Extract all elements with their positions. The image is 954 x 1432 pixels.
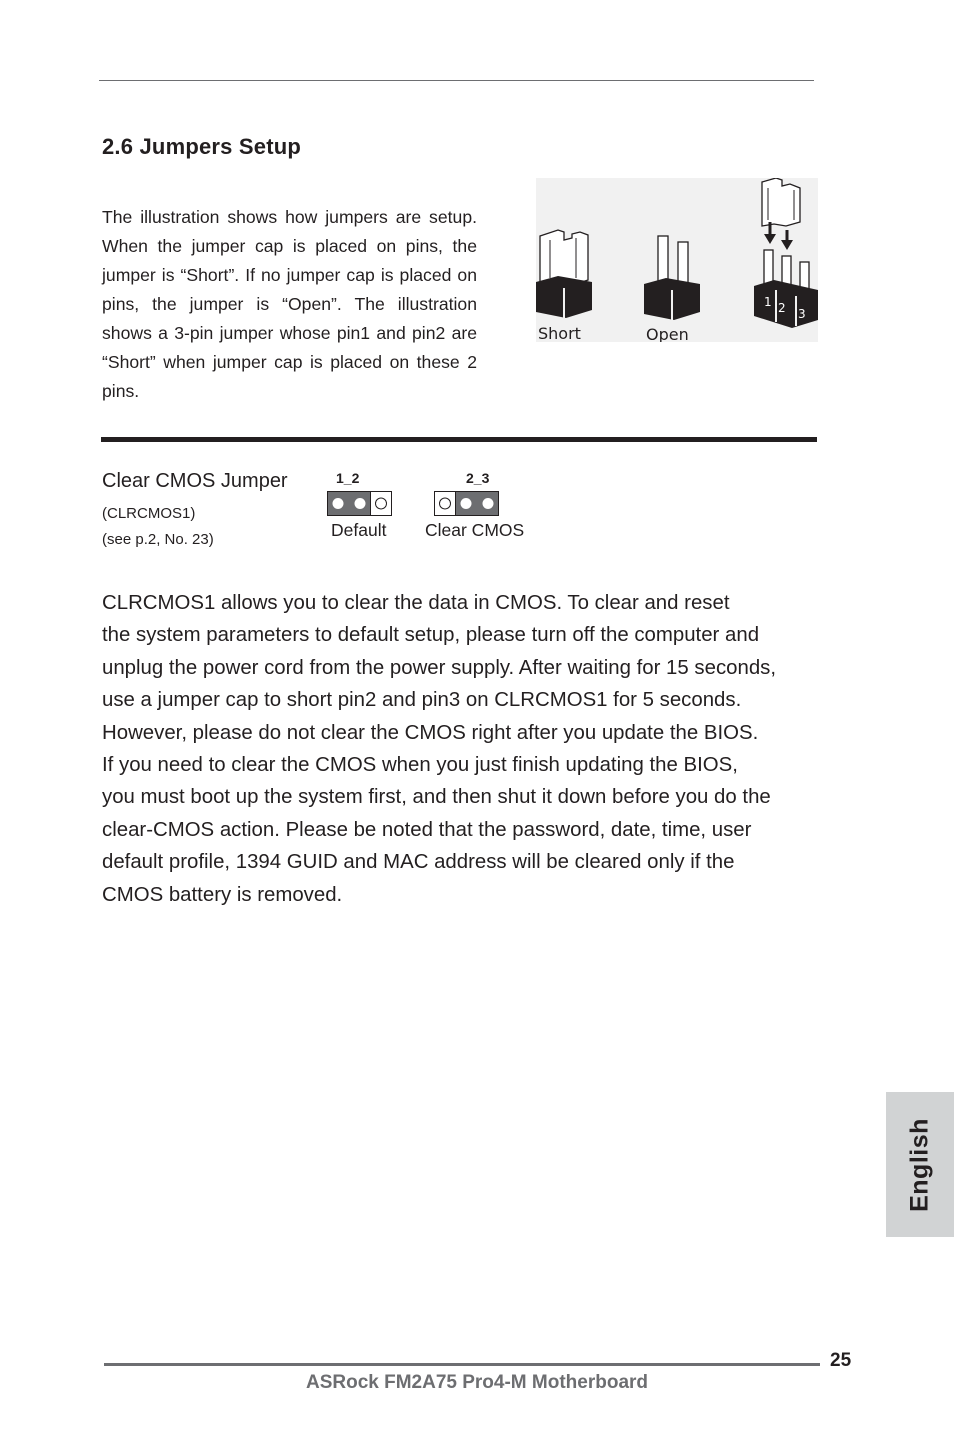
body-line: use a jumper cap to short pin2 and pin3 on CLRCMOS1 for 5 seconds. <box>102 689 742 712</box>
body-line: you must boot up the system first, and then shut it down before you do the <box>102 786 771 809</box>
language-tab-label: English <box>905 1117 934 1212</box>
cmos-jumper-ref: (see p.2, No. 23) <box>102 531 214 548</box>
default-caption: Default <box>331 520 387 540</box>
page-number: 25 <box>830 1350 852 1371</box>
body-line: CMOS battery is removed. <box>102 883 343 906</box>
clear-pins-label: 2_3 <box>466 470 490 486</box>
top-rule <box>99 80 814 81</box>
language-tab <box>886 1092 954 1237</box>
default-pins-label: 1_2 <box>336 470 360 486</box>
default-jumper-diagram <box>327 491 393 516</box>
short-jumper-graphic <box>536 230 592 318</box>
body-line: If you need to clear the CMOS when you just finish updating the BIOS, <box>102 754 738 777</box>
body-line: clear-CMOS action. Please be noted that the password, date, time, user <box>102 818 752 841</box>
section-title: 2.6 Jumpers Setup <box>102 134 302 159</box>
footer-product-name: ASRock FM2A75 Pro4-M Motherboard <box>305 1372 649 1393</box>
jumper-illustration <box>536 178 818 342</box>
body-line: default profile, 1394 GUID and MAC address will be cleared only if the <box>102 851 735 874</box>
footer-rule <box>104 1363 820 1366</box>
clear-cmos-jumper-diagram <box>434 491 500 516</box>
pin-3-label: 3 <box>798 307 806 321</box>
intro-paragraph: The illustration shows how jumpers are setup. When the jumper cap is placed on pins, the jumper is “Short”. If no jumper cap is placed on pins, the jumper is “Open”. The illustration shows a 3-pin jumper whose pin1 and pin2 are “Short” when jumper cap is placed on these 2 pins. <box>102 207 477 401</box>
body-paragraph <box>102 587 826 911</box>
body-line: unplug the power cord from the power supply. After waiting for 15 seconds, <box>102 656 777 679</box>
body-line: the system parameters to default setup, please turn off the computer and <box>102 624 760 647</box>
body-line: However, please do not clear the CMOS right after you update the BIOS. <box>102 721 759 744</box>
cmos-jumper-id: (CLRCMOS1) <box>102 505 196 522</box>
pin-1-label: 1 <box>764 295 772 309</box>
open-label: Open <box>646 325 689 342</box>
pin-2-label: 2 <box>778 301 786 315</box>
clear-cmos-caption: Clear CMOS <box>425 520 525 540</box>
cmos-jumper-title: Clear CMOS Jumper <box>102 470 288 492</box>
body-line: CLRCMOS1 allows you to clear the data in CMOS. To clear and reset <box>102 592 730 614</box>
short-label: Short <box>538 324 581 342</box>
section-divider <box>101 437 817 442</box>
